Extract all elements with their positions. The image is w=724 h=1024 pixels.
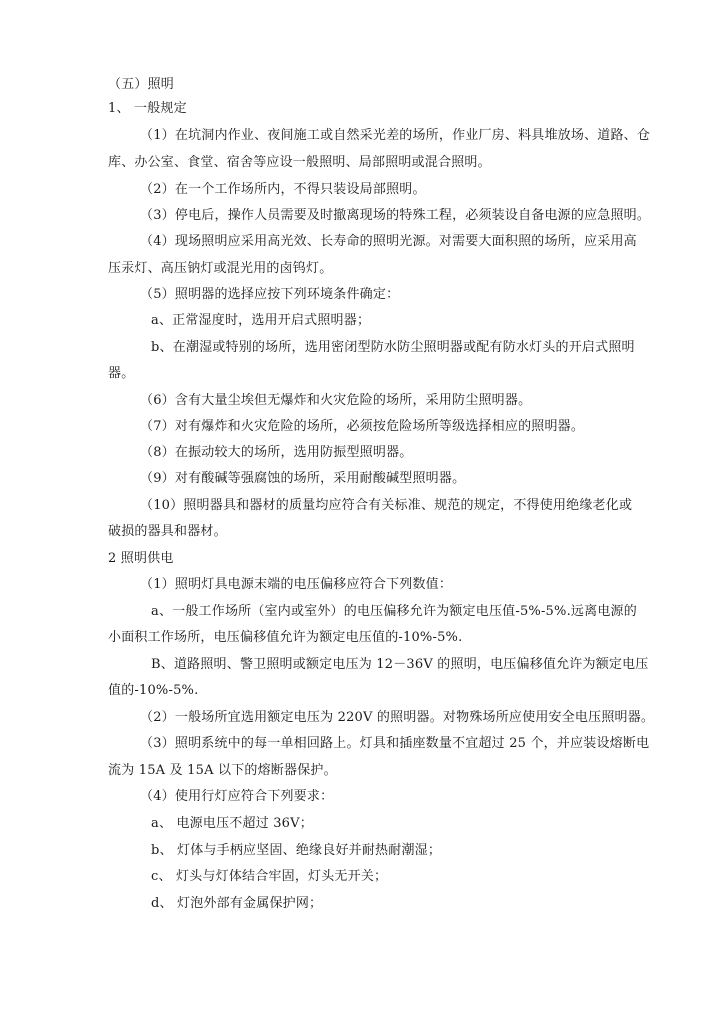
list-item: c、 灯头与灯体结合牢固，灯头无开关； (151, 869, 388, 884)
paragraph-line: （4）现场照明应采用高光效、长寿命的照明光源。对需要大面积照的场所，应采用高 (140, 234, 637, 249)
paragraph-line: （3）照明系统中的每一单相回路上。灯具和插座数量不宜超过 25 个，并应装设熔断电 (140, 736, 650, 751)
paragraph-line: （9）对有酸碱等强腐蚀的场所，采用耐酸碱型照明器。 (140, 471, 466, 486)
paragraph-line: （10）照明器具和器材的质量均应符合有关标准、规范的规定，不得使用绝缘老化或 (140, 498, 633, 513)
paragraph-line: （2）在一个工作场所内，不得只装设局部照明。 (140, 182, 426, 197)
subsection-heading: 2 照明供电 (108, 551, 174, 566)
list-item: B、道路照明、警卫照明或额定电压为 12－36V 的照明，电压偏移值允许为额定电压 (151, 657, 649, 672)
paragraph-line: 压汞灯、高压钠灯或混光用的卤钨灯。 (108, 261, 333, 276)
paragraph-line: 值的-10%-5%. (108, 683, 199, 698)
paragraph-line: （6）含有大量尘埃但无爆炸和火灾危险的场所，采用防尘照明器。 (140, 393, 532, 408)
paragraph-line: （7）对有爆炸和火灾危险的场所，必须按危险场所等级选择相应的照明器。 (140, 419, 585, 434)
paragraph-line: 库、办公室、食堂、宿舍等应设一般照明、局部照明或混合照明。 (108, 155, 491, 170)
list-item: a、 电源电压不超过 36V； (151, 816, 313, 831)
paragraph-line: （1）照明灯具电源末端的电压偏移应符合下列数值： (140, 577, 453, 592)
paragraph-line: （5）照明器的选择应按下列环境条件确定： (140, 287, 400, 302)
list-item: a、一般工作场所（室内或室外）的电压偏移允许为额定电压值-5%-5%.远离电源的 (151, 604, 637, 619)
paragraph-line: （3）停电后，操作人员需要及时撤离现场的特殊工程，必须装设自备电源的应急照明。 (140, 208, 651, 223)
list-item: d、 灯泡外部有金属保护网； (151, 896, 323, 911)
list-item: a、正常湿度时，选用开启式照明器； (151, 313, 371, 328)
paragraph-line: 流为 15A 及 15A 以下的熔断器保护。 (108, 763, 337, 778)
paragraph-line: 破损的器具和器材。 (108, 524, 227, 539)
paragraph-line: （1）在坑洞内作业、夜间施工或自然采光差的场所，作业厂房、料具堆放场、道路、仓 (140, 128, 651, 143)
list-item: b、在潮湿或特别的场所，选用密闭型防水防尘照明器或配有防水灯头的开启式照明 (151, 340, 635, 355)
list-item: b、 灯体与手柄应坚固、绝缘良好并耐热耐潮湿； (151, 843, 442, 858)
paragraph-line: （4）使用行灯应符合下列要求： (140, 789, 334, 804)
paragraph-line: 小面积工作场所，电压偏移值允许为额定电压值的-10%-5%. (108, 630, 463, 645)
paragraph-line: 器。 (108, 366, 135, 381)
section-heading: （五）照明 (108, 77, 175, 92)
paragraph-line: （8）在振动较大的场所，选用防振型照明器。 (140, 445, 413, 460)
paragraph-line: （2）一般场所宜选用额定电压为 220V 的照明器。对物殊场所应使用安全电压照明器。 (140, 710, 655, 725)
subsection-heading: 1、 一般规定 (108, 101, 187, 116)
